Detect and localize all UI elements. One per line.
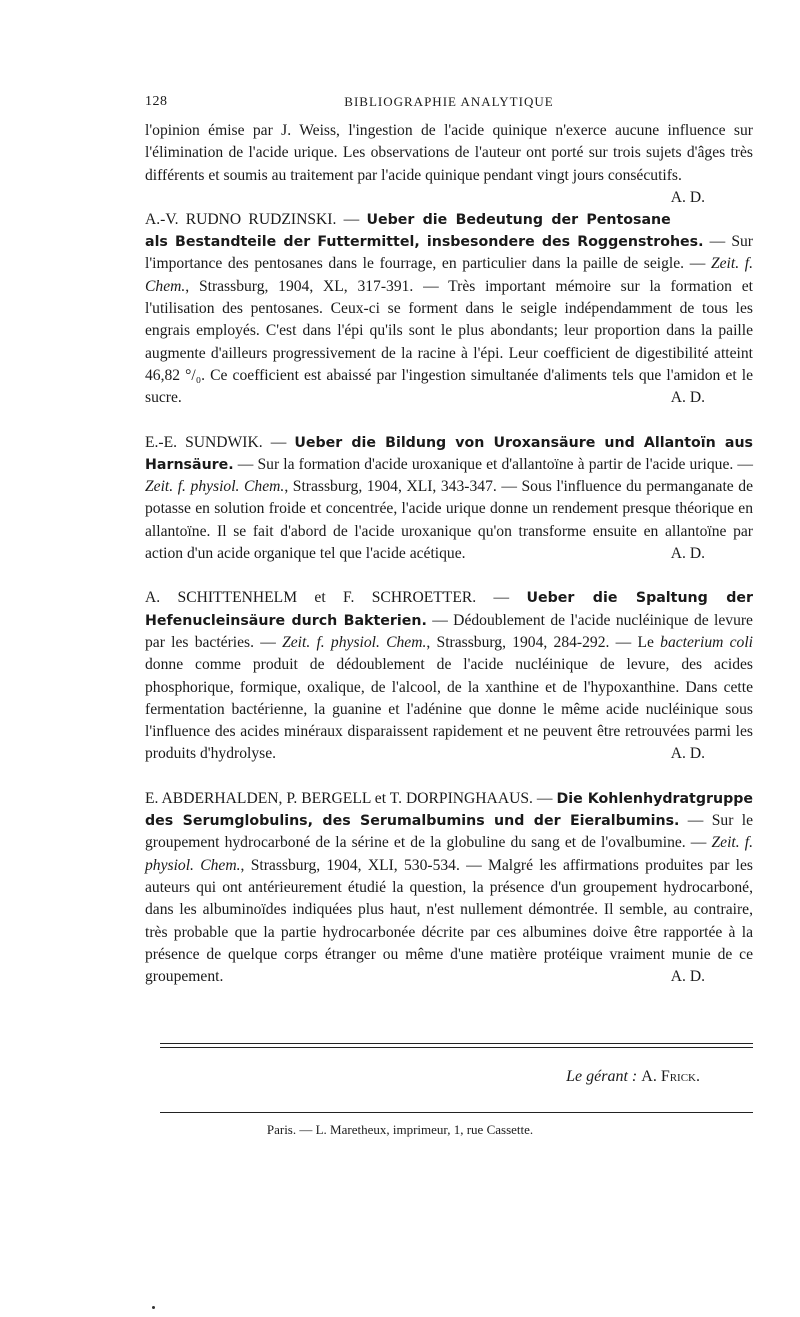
entry-title: Ueber die Spaltung der Hefenucleinsäure durch Bakterien. (145, 590, 753, 629)
entry-signature: A. D. (670, 745, 705, 763)
divider (160, 1047, 753, 1048)
entry-authors: A.-V. RUDNO RUDZINSKI. — (145, 210, 360, 228)
entry-title: Ueber die Bedeutung der Pentosane als Bestandteile der Futtermittel, insbesondere des Roggenstrohes. (145, 211, 704, 251)
entry-text: , Strassburg, 1904, XL, 317-391. — Très important mémoire sur la formation et l'utilisation des pentosanes. Ceux-ci se forment dans le seigle indépendamment de tous les engrais employés. C'est dans l'épi qu'ils sont le plus abondants; leur proportion dans la paille augmente d'ailleurs progressivement de la racine à l'épi. Leur coefficient de digestibilité atteint 46,82 °/₀. Ce coefficient est abaissé par l'ingestion simultanée d'aliments tels que l'amidon et le sucre. (145, 277, 753, 407)
entry-authors: E. ABDERHALDEN, P. BERGELL et T. DORPINGHAAUS. — (145, 789, 553, 807)
entry-sundwik (145, 432, 753, 566)
entry-journal: Zeit. f. Chem. (145, 255, 753, 295)
page-number: 128 (145, 94, 168, 109)
entry-text: donne comme produit de dédoublement de l'acide nucléinique de levure, des acides phosphorique, formique, oxalique, de l'alcool, de la xanthine et de l'hypoxanthine. Dans cette fermentation bactérienne, la guanine et l'adénine que donne le même acide nucléinique sous l'influence des acides minéraux disparaissent rapidement et ne peuvent être retrouvées parmi les produits d'hydrolyse. (145, 656, 753, 763)
entry-title: Die Kohlenhydratgruppe des Serumglobulins, des Serumalbumins und der Eieralbumins. (145, 790, 754, 830)
entry-authors: A. SCHITTENHELM et F. SCHROETTER. — (145, 589, 510, 607)
entry-authors: E.-E. SUNDWIK. — (145, 433, 287, 451)
entry-text: — Dédoublement de l'acide nucléinique de levure par les bactéries. — (145, 611, 753, 651)
divider (160, 1043, 753, 1044)
running-head (145, 94, 753, 116)
entry-journal: Zeit. f. physiol. Chem. (145, 834, 753, 874)
running-title: BIBLIOGRAPHIE ANALYTIQUE (344, 94, 554, 109)
entry-abderhalden (145, 788, 753, 989)
entry-journal: Zeit. f. physiol. Chem. (145, 478, 285, 496)
entry-continuation (145, 120, 753, 206)
entry-title: Ueber die Bildung von Uroxansäure und Allantoïn aus Harnsäure. (145, 434, 753, 473)
entry-schittenhelm (145, 587, 753, 765)
entry-text: — Sur l'importance des pentosanes dans le fourrage, en particulier dans la paille de seigle. — (145, 233, 753, 273)
entry-text: , Strassburg, 1904, 284-292. — Le (426, 633, 661, 651)
entry-signature: A. D. (670, 188, 705, 206)
entry-signature: A. D. (670, 968, 705, 986)
entry-text: l'opinion émise par J. Weiss, l'ingestion de l'acide quinique n'exerce aucune influence sur l'élimination de l'acide urique. Les observations de l'auteur ont porté sur trois sujets d'âges très différents et soumis au traitement par l'acide quinique pendant vingt jours consécutifs. (145, 122, 753, 184)
entry-journal: Zeit. f. physiol. Chem. (282, 633, 427, 651)
gerant-label: Le gérant : (566, 1068, 638, 1085)
entry-text: — Sur la formation d'acide uroxanique et d'allantoïne à partir de l'acide urique. — (233, 455, 753, 473)
entry-text: — Sur le groupement hydrocarboné de la sérine et de la globuline du sang et de l'ovalbumine. — (145, 812, 753, 852)
gerant-line (566, 1068, 700, 1086)
footer-rules (160, 1043, 753, 1048)
entry-signature: A. D. (670, 545, 705, 563)
entry-signature: A. D. (670, 389, 705, 407)
gerant-name: A. Frick. (641, 1068, 700, 1085)
entry-rudzinski (145, 209, 753, 410)
entry-text: , Strassburg, 1904, XLI, 530-534. — Malgré les affirmations produites par les auteurs qui ont antérieurement étudié la question, la présence d'un groupement hydrocarboné, dans les albuminoïdes indiquées plus haut, n'est nullement démontrée. Il semble, au contraire, très probable que la partie hydrocarbonée décrite par ces albumines doive être rapportée à la présence de quelque corps étranger ou même d'une matière protéique vraiment munie de ce groupement. (145, 856, 753, 986)
print-speck (152, 1306, 155, 1309)
entry-text: , Strassburg, 1904, XLI, 343-347. — Sous l'influence du permanganate de potasse en solution froide et concentrée, l'acide urique donne un rendement presque théorique en allantoïne. Il se fait d'abord de l'acide uroxanique qu'on transforme ensuite en allantoïne par action d'un acide organique tel que l'acide acétique. (145, 478, 753, 563)
imprint-line: Paris. — L. Maretheux, imprimeur, 1, rue Cassette. (266, 1122, 534, 1137)
divider (160, 1112, 753, 1113)
page-content (145, 94, 753, 988)
entry-italic-term: bacterium coli (660, 633, 754, 651)
